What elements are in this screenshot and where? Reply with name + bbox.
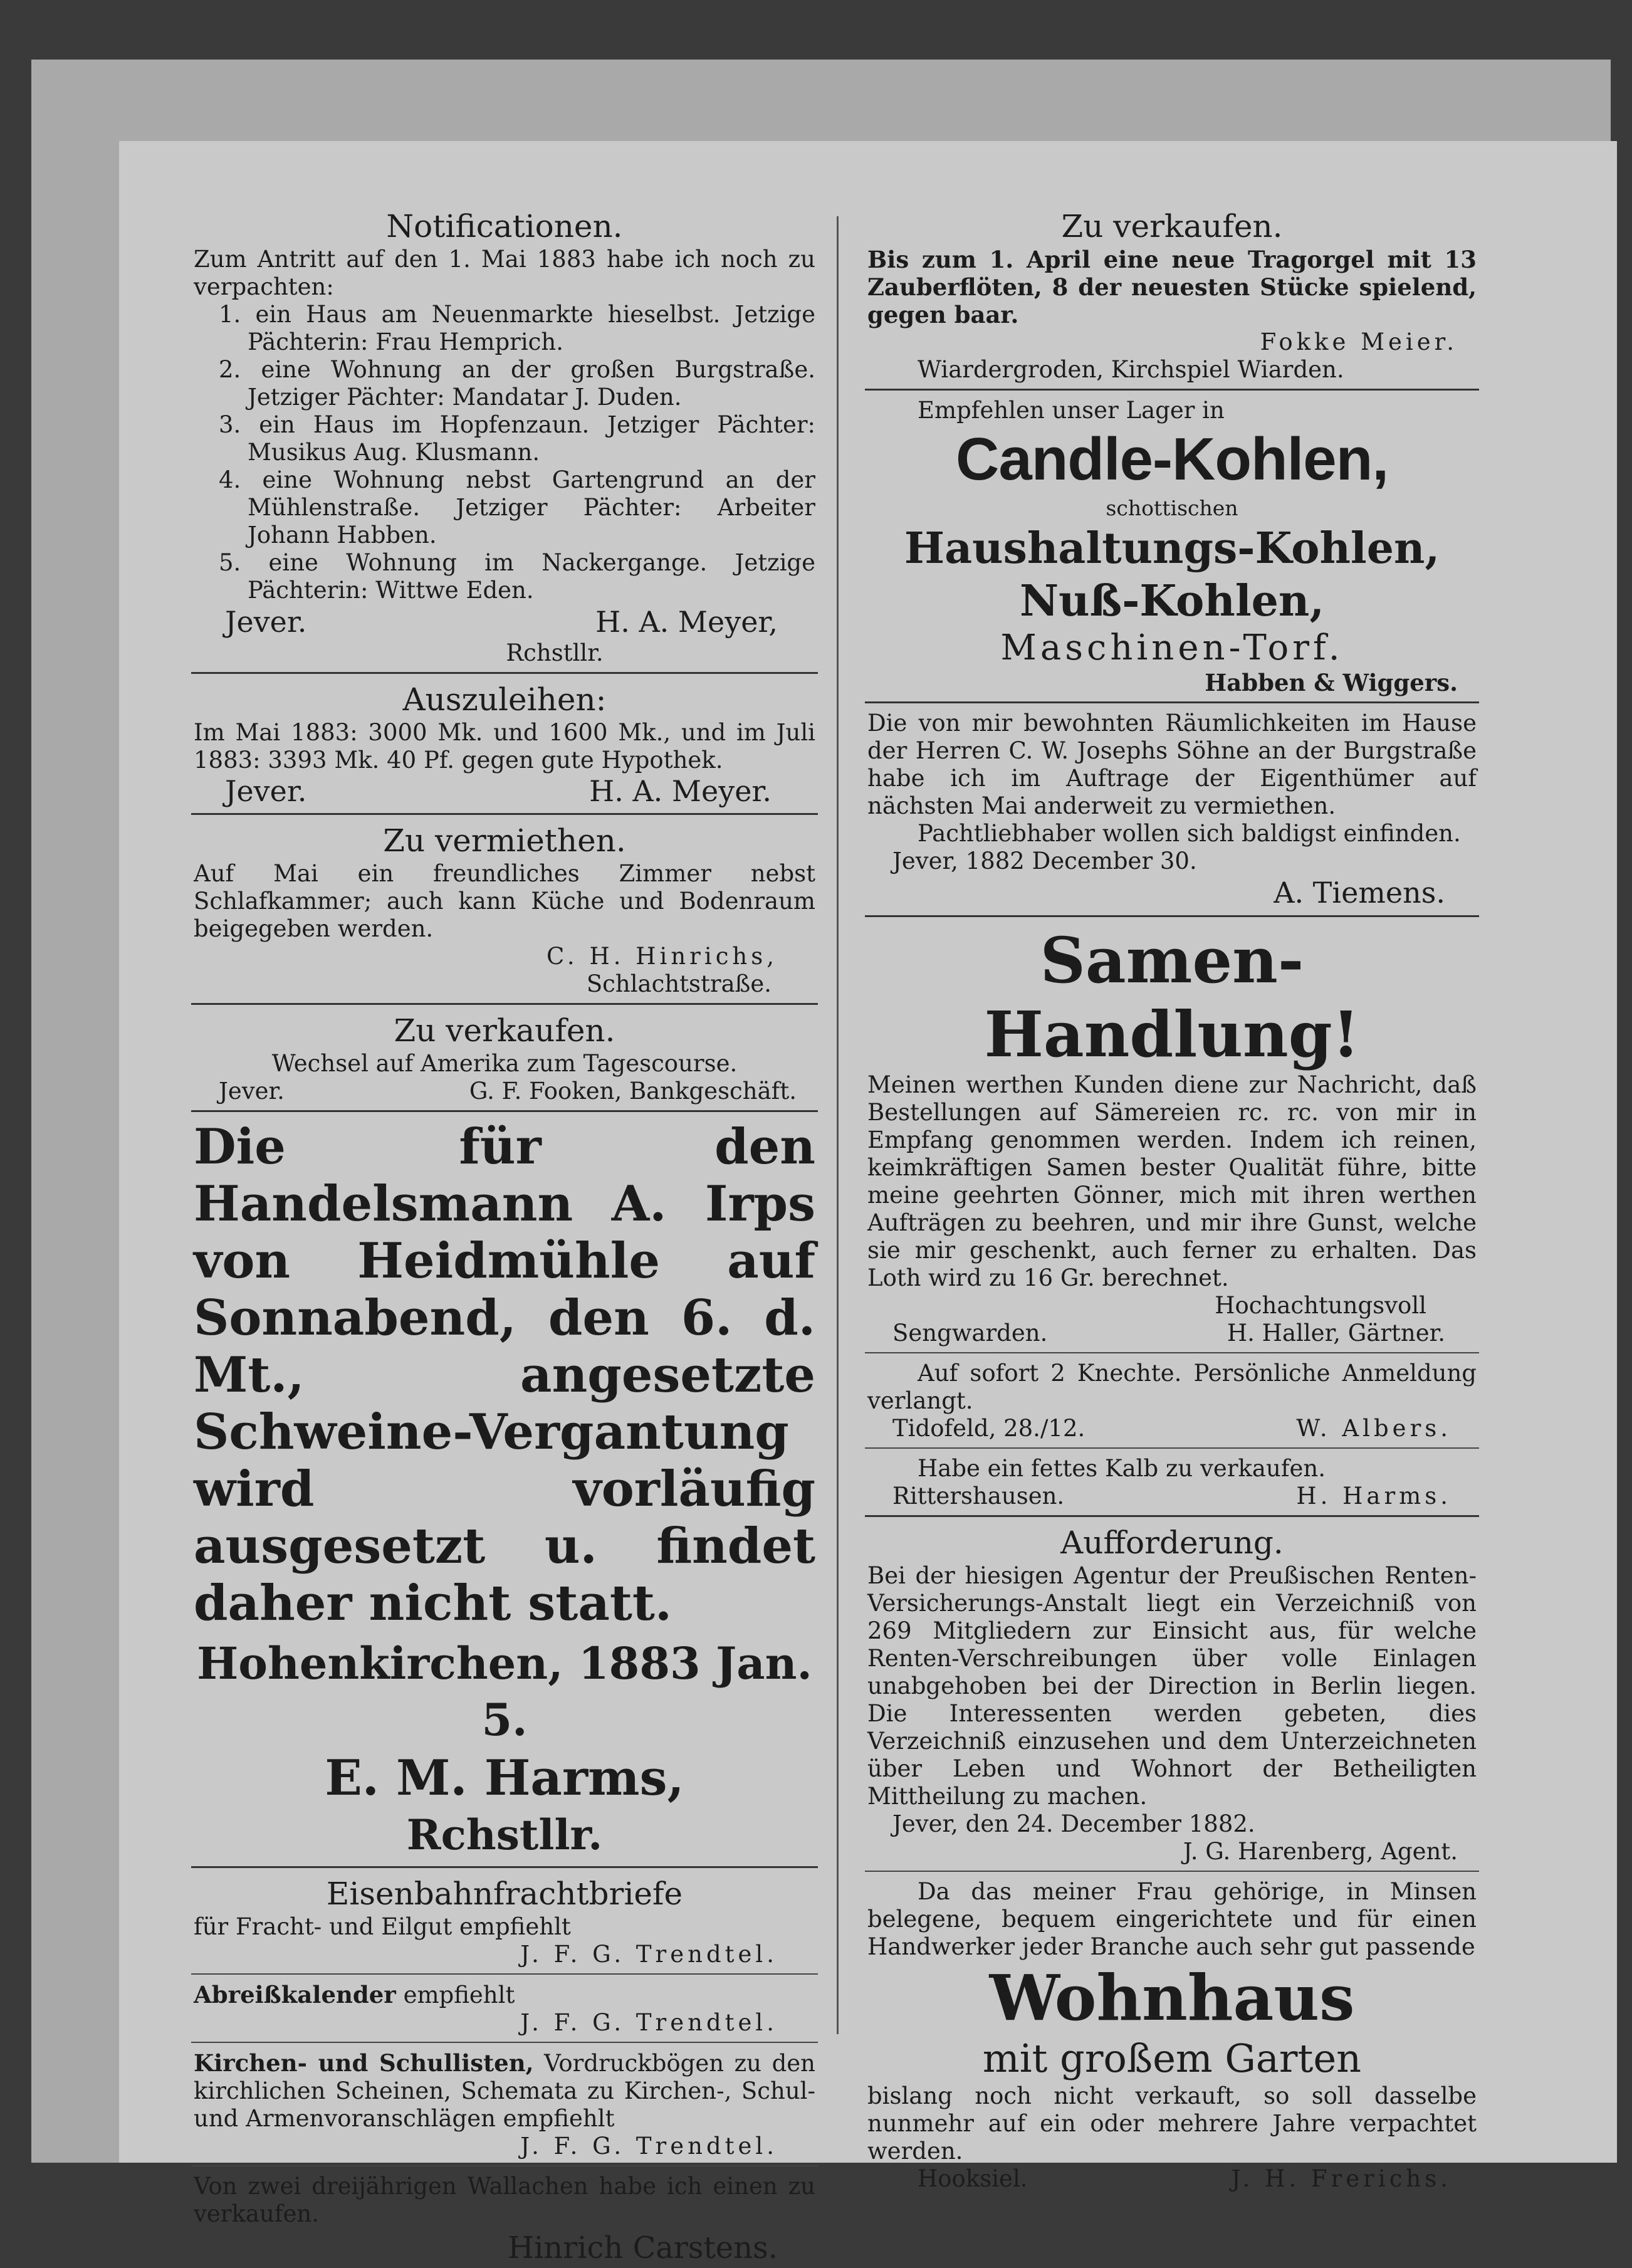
- notice-text: Die für den Handelsmann A. Irps von Heidmühle auf Sonnabend, den 6. d. Mt., angesetzte Schweine-Vergantung wird vorläufig ausgesetzt u. findet daher nicht statt.: [194, 1118, 815, 1632]
- notice-text: empfiehlt: [403, 1982, 515, 2008]
- section-rule: [865, 1515, 1479, 1517]
- notice-headline: Nuß-Kohlen,: [1019, 576, 1325, 626]
- notice-signer: J. F. G. Trendtel.: [520, 1941, 778, 1968]
- notice-lead: Kirchen- und Schullisten,: [194, 2049, 534, 2077]
- notice-title: Zu vermiethen.: [383, 822, 626, 859]
- notice-signer: J. F. G. Trendtel.: [520, 2009, 778, 2036]
- notice-title: Aufforderung.: [1060, 1525, 1284, 1561]
- notice-raeumlich: [865, 710, 1479, 910]
- notice-signer: H. A. Meyer,: [595, 605, 778, 639]
- section-rule: [865, 1871, 1479, 1872]
- notice-place: Jever.: [225, 605, 307, 639]
- list-item: 2. eine Wohnung an der großen Burgstraße. Jetziger Pächter: Mandatar J. Duden.: [219, 356, 815, 411]
- notice-title: Eisenbahnfrachtbriefe: [326, 1876, 683, 1912]
- notice-vermiethen: [191, 821, 818, 998]
- section-rule: [191, 1973, 818, 1975]
- notice-text: Pachtliebhaber wollen sich baldigst einfinden.: [918, 820, 1461, 847]
- notice-title: Wohnhaus: [989, 1961, 1355, 2035]
- section-rule: [191, 672, 818, 674]
- notice-text: Auf Mai ein freundliches Zimmer nebst Schlafkammer; auch kann Küche und Bodenraum beigegeben werden.: [194, 860, 815, 942]
- notice-text: Bei der hiesigen Agentur der Preußischen Renten-Versicherungs-Anstalt liegt ein Verzeichniß von 269 Mitgliedern zur Einsicht aus, für welche Renten-Verschreibungen über volle Einlagen unabgehoben bei der Direction in Berlin liegen. Die Interessenten werden gebeten, dies Verzeichniß einzusehen und dem Unterzeichneten über Leben und Wohnort der Betheiligten Mittheilung zu machen.: [867, 1562, 1477, 1810]
- section-rule: [865, 1352, 1479, 1353]
- notice-greeting: Hochachtungsvoll: [1215, 1292, 1426, 1319]
- notice-knechte: [865, 1360, 1479, 1442]
- section-rule: [191, 2165, 818, 2166]
- notice-text: Im Mai 1883: 3000 Mk. und 1600 Mk., und im Juli 1883: 3393 Mk. 40 Pf. gegen gute Hypothek.: [194, 719, 815, 774]
- notice-title: Notificationen.: [386, 208, 623, 244]
- notice-text: Die von mir bewohnten Räumlichkeiten im Hause der Herren C. W. Josephs Söhne an der Burgstraße habe ich im Auftrage der Eigenthümer auf nächsten Mai anderweit zu vermiethen.: [867, 710, 1477, 819]
- notice-eisenbahn: [191, 1874, 818, 1968]
- notice-intro: Zum Antritt auf den 1. Mai 1883 habe ich noch zu verpachten:: [194, 246, 815, 300]
- notice-text: Habe ein fettes Kalb zu verkaufen.: [918, 1455, 1326, 1482]
- notice-text: bislang noch nicht verkauft, so soll dasselbe nunmehr auf ein oder mehrere Jahre verpachtet werden.: [867, 2082, 1477, 2165]
- notice-kohlen: [865, 397, 1479, 696]
- notice-place: Hooksiel.: [918, 2165, 1028, 2192]
- notice-place: Tidofeld, 28./12.: [892, 1415, 1085, 1442]
- notice-kirchen: [191, 2049, 818, 2160]
- notice-signer: G. F. Fooken, Bankgeschäft.: [469, 1078, 797, 1105]
- notice-title: Zu verkaufen.: [1061, 208, 1283, 244]
- notice-abreiss: [191, 1981, 818, 2037]
- notice-signer: H. Harms.: [1296, 1483, 1452, 1509]
- section-rule: [191, 1866, 818, 1868]
- section-rule: [191, 1003, 818, 1005]
- column-divider: [837, 216, 839, 2034]
- notice-wohnhaus: [865, 1878, 1479, 2193]
- notice-text: Wechsel auf Amerika zum Tagescourse.: [271, 1050, 738, 1077]
- notice-place: Jever.: [225, 774, 307, 808]
- section-rule: [865, 915, 1479, 917]
- notice-aufforderung: [865, 1523, 1479, 1866]
- notice-signer: Hinrich Carstens.: [508, 2230, 778, 2265]
- notice-signer: Habben & Wiggers.: [1205, 669, 1458, 696]
- notice-tragorgel: [865, 207, 1479, 384]
- notice-signer-title: Rchstllr.: [406, 1810, 603, 1859]
- notice-lead: Abreißkalender: [194, 1981, 396, 2008]
- left-column: [191, 207, 818, 2268]
- notice-sub: schottischen: [1106, 496, 1238, 520]
- notice-signer: J. F. G. Trendtel.: [520, 2133, 778, 2160]
- notice-text: Da das meiner Frau gehörige, in Minsen belegene, bequem eingerichtete und für einen Handwerker jeder Branche auch sehr gut passende: [867, 1878, 1477, 1960]
- notice-address: Schlachtstraße.: [586, 970, 772, 997]
- notice-title: Samen-Handlung!: [984, 923, 1360, 1071]
- notice-place: Sengwarden.: [892, 1320, 1048, 1347]
- notice-text: Von zwei dreijährigen Wallachen habe ich einen zu verkaufen.: [194, 2173, 815, 2227]
- notice-text: Bis zum 1. April eine neue Tragorgel mit 13 Zauberflöten, 8 der neuesten Stücke spielend, gegen baar.: [867, 246, 1477, 328]
- notice-signer: A. Tiemens.: [1274, 876, 1445, 910]
- list-item: 1. ein Haus am Neuenmarkte hieselbst. Jetzige Pächterin: Frau Hemprich.: [219, 301, 815, 355]
- section-rule: [191, 2042, 818, 2043]
- notice-subtitle: mit großem Garten: [982, 2035, 1362, 2081]
- notice-place: Wiardergroden, Kirchspiel Wiarden.: [918, 356, 1344, 383]
- notice-signer: J. G. Harenberg, Agent.: [1183, 1838, 1458, 1865]
- notice-signer: Fokke Meier.: [1260, 328, 1458, 355]
- section-rule: [865, 701, 1479, 703]
- notice-signer: E. M. Harms,: [325, 1750, 684, 1807]
- notice-signer-title: Rchstllr.: [506, 639, 604, 666]
- right-column: [865, 207, 1479, 2193]
- notice-place: Rittershausen.: [892, 1483, 1065, 1509]
- section-rule: [191, 1110, 818, 1112]
- notice-title: Auszuleihen:: [402, 681, 607, 718]
- notice-kalb: [865, 1455, 1479, 1510]
- notice-headline: Haushaltungs-Kohlen,: [904, 523, 1440, 574]
- notice-signer: H. Haller, Gärtner.: [1227, 1320, 1445, 1347]
- notice-place-date: Hohenkirchen, 1883 Jan. 5.: [197, 1637, 812, 1746]
- notice-samen: [865, 923, 1479, 1347]
- notice-headline: Candle-Kohlen,: [955, 426, 1388, 493]
- notice-text: Auf sofort 2 Knechte. Persönliche Anmeldung verlangt.: [867, 1360, 1477, 1414]
- notice-notificationen: [191, 207, 818, 667]
- notice-text: für Fracht- und Eilgut empfiehlt: [194, 1913, 571, 1940]
- list-item: 3. ein Haus im Hopfenzaun. Jetziger Pächter: Musikus Aug. Klusmann.: [219, 411, 815, 466]
- notice-place: Jever.: [219, 1078, 285, 1105]
- list-item: 5. eine Wohnung im Nackergange. Jetzige Pächterin: Wittwe Eden.: [219, 549, 815, 604]
- section-rule: [865, 389, 1479, 391]
- notice-wechsel: [191, 1011, 818, 1105]
- notice-lead: Empfehlen unser Lager in: [918, 397, 1225, 424]
- notice-signer: W. Albers.: [1296, 1415, 1452, 1442]
- notice-signer: C. H. Hinrichs,: [546, 943, 778, 970]
- section-rule: [191, 813, 818, 815]
- notice-auszuleihen: [191, 680, 818, 808]
- notice-schweine: [191, 1118, 818, 1861]
- notice-text: Vordruckbögen zu den kirchlichen Scheinen, Schemata zu Kirchen-, Schul- und Armenvoranschlägen empfiehlt: [194, 2050, 815, 2132]
- notice-headline: Maschinen-Torf.: [1000, 627, 1344, 668]
- section-rule: [865, 1447, 1479, 1449]
- notice-signer: H. A. Meyer.: [589, 774, 772, 808]
- list-item: 4. eine Wohnung nebst Gartengrund an der Mühlenstraße. Jetziger Pächter: Arbeiter Johann Habben.: [219, 466, 815, 549]
- notice-place-date: Jever, den 24. December 1882.: [892, 1810, 1255, 1837]
- notice-text: Meinen werthen Kunden diene zur Nachricht, daß Bestellungen auf Sämereien rc. rc. von mir in Empfang genommen werden. Indem ich reinen, keimkräftigen Samen bester Qualität führe, bitte meine geehrten Gönner, mich mit ihren werthen Aufträgen zu beehren, und mir ihre Gunst, welche sie mir geschenkt, auch ferner zu erhalten. Das Loth wird zu 16 Gr. berechnet.: [867, 1071, 1477, 1291]
- notice-title: Zu verkaufen.: [394, 1012, 615, 1049]
- notice-wallachen: [191, 2173, 818, 2268]
- notice-signer: J. H. Frerichs.: [1231, 2165, 1452, 2192]
- notice-place-date: Jever, 1882 December 30.: [892, 848, 1197, 874]
